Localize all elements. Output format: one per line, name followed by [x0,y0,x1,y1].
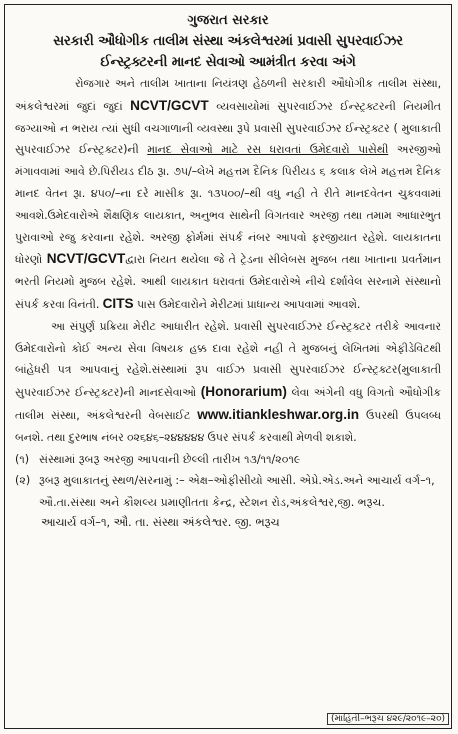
para1-text-a: રોજગાર અને તાલીમ ખાતાના નિયંત્રણ હેઠળની સરકારી ઔધોગીક તાલીમ સંસ્થા, અંકલેશ્વરમાં જુદાં જુદાં [15,77,441,113]
para2-honorarium: (Honorarium) [200,384,287,400]
list-item-number: (૧) [15,452,30,466]
signature-line: આચાર્ય વર્ગ–૧, ઔ. તા. સંસ્થા અંકલેશ્વર. જી. ભરૂચ [41,516,280,530]
para2-text-c: લેવા અંગેની વધુ વિગતો ઔધોગીક તાલીમ સંસ્થા, અંકલેશ્વરની વેબસાઈટ [15,386,441,422]
para1-cits: CITS [102,295,134,311]
list-item-text: રૂબરૂ મુલાકાતનું સ્થળ/સરનામું :– એક્ષ–ઓફીસીયો આસી. એપ્રે.એડ.અને આચાર્ય વર્ગ–૧, ઔ.તા.સંસ્થા અને કૌશલ્ય પ્રમાણીતતા કેન્દ્ર, સ્ટેશન રોડ,અંકલેશ્વર,જી. ભરૂચ. [39,474,435,509]
notice-title-line-2: ઈન્સ્ટ્રક્ટરની માનદ સેવાઓ આમંત્રીત કરવા અંગે [100,55,356,70]
notice-title-line-1: સરકારી ઔધોગીક તાલીમ સંસ્થા અંકલેશ્વરમાં પ્રવાસી સુપરવાઈઝર [53,34,403,49]
list-item-text: સંસ્થામાં રૂબરૂ અરજી આપવાની છેલ્લી તારીખ ૧૩/૧૧/૨૦૧૯ [39,452,301,466]
notice-box [4,4,452,729]
list-item [15,449,441,471]
para1-text-g: દ્વારા નિયત થયેલા જે તે ટ્રેડના સીલેબસ મુજબ તથા ખાતાના પ્રવર્તમાન ભરતી નિયમો મુજબ રહેશે. આથી લાયકાત ધરાવતાં ઉમેદવારોએ નીચે દર્શાવેલ સરનામે સંસ્થાનો સંપર્ક કરવા વિનંતી. [15,253,441,311]
para1-text-i: પાસ ઉમેદવારોને મેરીટમાં પ્રાધાન્ય આપવામાં આવશે. [136,297,361,311]
details-list [15,449,441,514]
para1-underlined-text: માનદ સેવાઓ માટે રસ ધરાવતાં ઉમેદવારો પાસેથી [147,143,389,157]
para1-ncvt-gcvt-2: NCVT/GCVT [46,251,126,267]
para2-text-a: આ સંપુર્ણ પ્રક્રિયા મેરીટ આધારીત રહેશે. પ્રવાસી સુપરવાઈઝર ઈન્સ્ટ્રક્ટર તરીકે આવનાર ઉમેદવારોનો કોઈ અન્ય સેવા વિષયક હક્ક દાવા રહેશે નહી તે મુજબનું લેખિતમાં એફીડેવિટથી બાંહેધરી પત્ર આપવાનું રહેશે.સંસ્થામાં રૂપ વાઈઝ પ્રવાસી સુપરવાઈઝર ઈન્સ્ટ્રક્ટર(મુલાકાતી સુપરવાઈઝર ઈન્સ્ટ્રક્ટર)ની માનદસેવાઓ [15,319,441,400]
government-header: ગુજરાત સરકાર [187,13,269,28]
website-link[interactable]: www.itiankleshwar.org.in [197,406,360,422]
para1-text-e: અરજીઓ મંગાવવામાં આવે છે.પિરીયડ દીઠ રૂા. ૭૫/–લેખે મહત્તમ દૈનિક પિરીયડ ૬ કલાક લેખે મહત્તમ દૈનિક માનદ વેતન રૂા. ૪૫૦/–ના દરે માસીક રૂા. ૧૩૫૦૦/–થી વધુ નહી તે રીતે માનદવેતન ચુકવવામાં આવશે.ઉમેદવારોએ શૈક્ષણિક લાયકાત, અનુભવ સાથેની વિગતવાર અરજી તથા તમામ આધારભુત પુરાવાઓ રજુ કરવાના રહેશે. અરજી ફોર્મમાં સંપર્ક નંબર આપવો ફરજીયાત રહેશે. લાયકાતના ધોરણો [15,143,441,267]
para2-text-e: ઉપરથી ઉપલબ્ધ બનશે. તથા દુરભાષ નંબર ૦૨૬૪૬–૨૪૪૪૪૪ ઉપર સંપર્ક કરવાથી મેળવી શકાશે. [15,408,441,444]
para1-text-c: વ્યવસાયોમાં સુપરવાઈઝર ઈન્સ્ટ્રક્ટરની નિયમીત જગ્યાઓ ન ભરાય ત્યાં સુધી વચગાળાની વ્યવસ્થા રૂપે પ્રવાસી સુપરવાઈઝર ઈન્સ્ટ્રક્ટર ( મુલાકાતી સુપરવાઈઝર ઈન્સ્ટ્રક્ટર)ની [15,99,441,157]
reference-number: (માહિતી–ભરૂચ ૪૨૯/૨૦૧૯–૨૦) [327,713,449,725]
paragraph-2 [15,316,441,449]
list-item-number: (૨) [15,474,31,488]
paragraph-1 [15,73,441,316]
list-item [15,470,441,513]
para1-ncvt-gcvt: NCVT/GCVT [130,97,209,113]
